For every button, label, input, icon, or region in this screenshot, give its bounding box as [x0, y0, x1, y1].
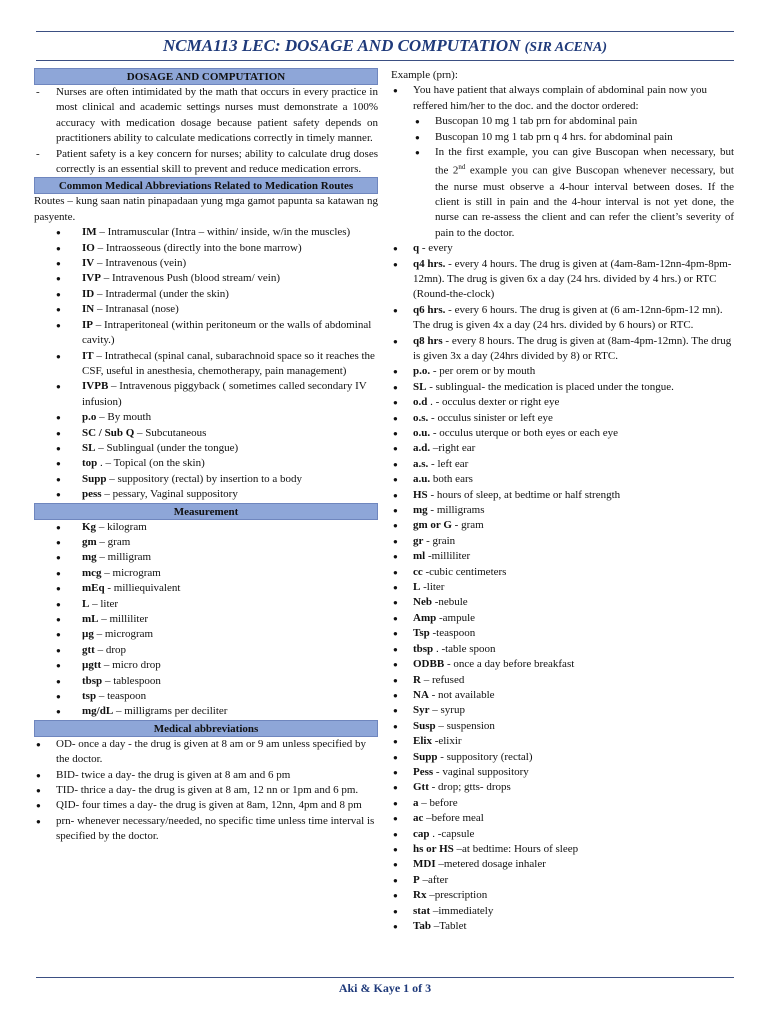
item-term: Amp [413, 611, 437, 624]
item-desc: –metered dosage inhaler [438, 858, 546, 871]
list-item [391, 426, 734, 441]
item-term: NA [413, 688, 429, 701]
list-item [34, 581, 378, 596]
item-term: Elix [413, 735, 432, 748]
list-item [391, 472, 734, 487]
list-item [391, 595, 734, 610]
intro-item: - Nurses are often intimidated by the math that occurs in every practice in most clinical and academic settings nurses must demonstrate a 100% accuracy with medication dosage because patient safety depends on practitioners ability to calculate medications correctly in timely manner. [34, 85, 378, 147]
item-term: µgtt [82, 659, 102, 672]
list-item [391, 580, 734, 595]
item-term: tbsp [413, 642, 434, 655]
list-item [34, 225, 378, 240]
item-term: IO [82, 241, 95, 254]
example-main-text: You have patient that always complain of abdominal pain now you reffered him/her to the doc. and the doctor ordered: [413, 84, 707, 112]
item-desc: - grain [426, 534, 456, 547]
item-term: SC / Sub Q [82, 426, 135, 439]
item-desc: – Intraperitoneal (within peritoneum or the walls of abdominal cavity.) [82, 318, 372, 347]
example-sub-item: ● Buscopan 10 mg 1 tab prn q 4 hrs. for abdominal pain [413, 130, 734, 145]
item-term: Kg [82, 520, 97, 533]
item-term: P [413, 873, 420, 886]
example-sub-item: ● Buscopan 10 mg 1 tab prn for abdominal pain [413, 114, 734, 129]
abbreviation-list [391, 241, 734, 934]
item-desc: - every [421, 242, 453, 255]
list-item [391, 688, 734, 703]
list-item [34, 241, 378, 256]
routes-list [34, 225, 378, 502]
list-item [34, 349, 378, 380]
item-term: ID [82, 287, 95, 300]
item-term: o.u. [413, 427, 431, 439]
item-desc: – Intraosseous (directly into the bone marrow) [97, 241, 302, 254]
item-term: gm [82, 535, 97, 548]
item-desc: –Tablet [433, 920, 467, 932]
item-desc: –at bedtime: Hours of sleep [456, 842, 579, 855]
list-item [34, 410, 378, 425]
example-note-b: example you can give Buscopan whenever necessary, but the nurse must observe a 4-hour interval between doses. If the client is still in pain and the 4-hour interval is not yet done, the nurse can re-assess the client and can refer the client’s severity of pain to the doctor. [435, 165, 734, 239]
item-desc: – gram [99, 535, 131, 548]
item-term: top [82, 457, 98, 470]
list-item [391, 549, 734, 564]
frequency-item: ● BID- twice a day- the drug is given at 8 am and 6 pm [34, 768, 378, 783]
item-desc: – Intranasal (nose) [96, 303, 179, 316]
list-item [391, 395, 734, 410]
list-item [391, 765, 734, 780]
list-item [391, 303, 734, 334]
item-term: Rx [413, 889, 427, 902]
item-desc: – pessary, Vaginal suppository [104, 488, 238, 501]
right-column [391, 68, 734, 934]
item-desc: -liter [423, 581, 445, 594]
item-desc: - per orem or by mouth [432, 365, 536, 378]
item-term: p.o [82, 411, 97, 424]
item-desc: – kilogram [98, 520, 147, 533]
list-item [391, 719, 734, 734]
item-desc: – teaspoon [98, 690, 147, 703]
item-term: HS [413, 488, 428, 501]
item-term: L [82, 597, 90, 610]
item-desc: –before meal [426, 812, 484, 825]
item-term: mg [82, 551, 97, 564]
measurement-list [34, 520, 378, 720]
list-item [34, 302, 378, 317]
section-header-medical-abbreviations: Medical abbreviations [34, 720, 378, 737]
item-term: p.o. [413, 365, 431, 378]
title-main: NCMA113 LEC: DOSAGE AND COMPUTATION [163, 36, 521, 55]
item-term: IM [82, 226, 97, 239]
routes-intro: Routes – kung saan natin pinapadaan yung mga gamot papunta sa katawan ng pasyente. [34, 195, 378, 223]
item-desc: – Intravenous (vein) [96, 257, 187, 270]
page-footer: Aki & Kaye 1 of 3 [338, 981, 432, 995]
list-item [34, 520, 378, 535]
item-term: L [413, 581, 421, 594]
list-item [391, 518, 734, 533]
list-item [391, 842, 734, 857]
list-item [391, 380, 734, 395]
list-item [34, 535, 378, 550]
item-desc: –immediately [432, 904, 494, 917]
item-term: IP [82, 318, 93, 331]
item-term: Neb [413, 596, 432, 609]
item-term: q6 hrs. [413, 303, 446, 316]
item-desc: – liter [92, 597, 119, 610]
item-desc: - hours of sleep, at bedtime or half strength [430, 488, 621, 501]
item-desc: - every 4 hours. The drug is given at (4am-8am-12nn-4pm-8pm-12mn). The drug is given 6x a day (24 hrs. divided by 4 hrs.) or RTC (Round-the-clock) [413, 257, 732, 301]
list-item [391, 919, 734, 934]
frequency-item: ● OD- once a day - the drug is given at 8 am or 9 am unless specified by the doctor. [34, 737, 378, 768]
item-term: Gtt [413, 781, 429, 794]
list-item [391, 734, 734, 749]
item-term: IVP [82, 272, 101, 285]
item-term: IN [82, 303, 95, 316]
list-item [391, 703, 734, 718]
list-item [34, 689, 378, 704]
title-author: (SIR ACENA) [524, 40, 607, 55]
item-desc: -milliliter [427, 550, 471, 563]
left-column [34, 68, 378, 845]
item-term: IVPB [82, 380, 109, 393]
item-desc: - vaginal suppository [435, 765, 529, 778]
item-term: ml [413, 550, 426, 563]
item-desc: - every 8 hours. The drug is given at (8am-4pm-12mn). The drug is given 3x a day (24hrs divided by 8) or RTC. [413, 334, 732, 362]
item-term: o.s. [413, 411, 429, 424]
item-term: pess [82, 488, 102, 501]
item-term: IV [82, 257, 95, 270]
list-item [391, 673, 734, 688]
item-term: Tsp [413, 627, 430, 640]
item-term: a [413, 796, 419, 809]
item-term: mg [413, 504, 428, 517]
list-item [391, 503, 734, 518]
item-desc: – suspension [438, 719, 495, 732]
list-item [34, 674, 378, 689]
list-item [34, 256, 378, 271]
section-header-measurement: Measurement [34, 503, 378, 520]
item-desc: - milliequivalent [107, 582, 181, 595]
item-desc: – Intrathecal (spinal canal, subarachnoid space so it reaches the CSF, useful in anesthesia, chemotherapy, pain management) [82, 349, 375, 377]
frequency-item: ● TID- thrice a day- the drug is given at 8 am, 12 nn or 1pm and 6 pm. [34, 783, 378, 798]
item-desc: -cubic centimeters [425, 565, 507, 578]
intro-item: - Patient safety is a key concern for nurses; ability to calculate drug doses correctly is an essential skill to prevent and reduce medication errors. [34, 147, 378, 178]
example-note [413, 145, 734, 241]
item-term: a.d. [413, 442, 431, 455]
list-item [391, 796, 734, 811]
list-item [391, 611, 734, 626]
item-term: mL [82, 613, 99, 625]
item-desc: - left ear [431, 457, 469, 470]
item-desc: both ears [432, 473, 473, 486]
item-desc: - occulus sinister or left eye [431, 411, 553, 424]
item-term: Supp [82, 472, 107, 485]
list-item [34, 627, 378, 642]
item-desc: -elixir [434, 735, 462, 748]
item-desc: - not available [431, 688, 495, 701]
list-item [391, 441, 734, 456]
item-term: a.u. [413, 473, 431, 486]
list-item [391, 642, 734, 657]
item-term: a.s. [413, 457, 429, 470]
list-item [391, 750, 734, 765]
list-item [391, 364, 734, 379]
list-item [34, 704, 378, 719]
item-desc: – Intramuscular (Intra – within/ inside, w/in the muscles) [99, 226, 351, 239]
item-desc: –right ear [432, 442, 476, 455]
item-desc: - every 6 hours. The drug is given at (6 am-12nn-6pm-12 mn). The drug is given 4x a day (24 hrs. divided by 6 hours) or RTC. [413, 303, 723, 332]
item-desc: - suppository (rectal) [440, 750, 533, 763]
item-term: mg/dL [82, 705, 114, 718]
frequency-item: ● QID- four times a day- the drug is given at 8am, 12nn, 4pm and 8 pm [34, 798, 378, 813]
item-desc: – milligram [99, 551, 152, 564]
item-desc: . - occulus dexter or right eye [430, 396, 560, 409]
item-desc: - occulus uterque or both eyes or each eye [432, 427, 618, 439]
example-label: Example (prn): [391, 69, 458, 81]
item-desc: - drop; gtts- drops [431, 781, 511, 794]
item-term: cap [413, 827, 430, 840]
list-item [34, 612, 378, 627]
item-desc: – before [421, 796, 458, 809]
list-item [391, 904, 734, 919]
item-term: R [413, 673, 421, 686]
item-desc: - sublingual- the medication is placed under the tongue. [429, 380, 674, 393]
item-term: gm or G [413, 519, 452, 532]
item-desc: – refused [423, 673, 465, 686]
item-term: ODBB [413, 658, 445, 671]
list-item [391, 857, 734, 872]
item-term: µg [82, 628, 94, 641]
item-desc: – syrup [432, 704, 465, 717]
section-header-dosage: DOSAGE AND COMPUTATION [34, 68, 378, 85]
item-term: mcg [82, 566, 102, 579]
list-item [34, 643, 378, 658]
list-item [391, 873, 734, 888]
item-desc: – milligrams per deciliter [115, 705, 228, 718]
item-term: IT [82, 349, 94, 362]
item-term: Pess [413, 765, 434, 778]
item-desc: – Subcutaneous [137, 426, 207, 439]
item-desc: – tablespoon [104, 674, 161, 687]
item-term: cc [413, 565, 423, 578]
item-term: stat [413, 904, 431, 917]
footer-rule [36, 977, 734, 978]
item-desc: -nebule [434, 596, 468, 609]
item-desc: – microgram [104, 566, 161, 579]
list-item [34, 379, 378, 410]
list-item [391, 565, 734, 580]
example-list [391, 83, 734, 241]
list-item [34, 550, 378, 565]
item-desc: . -capsule [432, 827, 475, 840]
list-item [391, 411, 734, 426]
list-item [391, 241, 734, 256]
item-term: mEq [82, 582, 105, 595]
item-desc: – Intradermal (under the skin) [96, 287, 229, 300]
header-rule-top [36, 31, 734, 32]
item-desc: - gram [454, 519, 484, 532]
item-term: hs or HS [413, 842, 454, 855]
list-item [391, 626, 734, 641]
list-item [391, 534, 734, 549]
header-rule-bottom [36, 60, 734, 61]
list-item [391, 257, 734, 303]
list-item [34, 597, 378, 612]
list-item [34, 472, 378, 487]
item-desc: - once a day before breakfast [446, 658, 575, 671]
item-term: q4 hrs. [413, 257, 446, 270]
item-term: tbsp [82, 674, 103, 687]
item-desc: - milligrams [430, 504, 485, 517]
item-desc: – By mouth [99, 411, 152, 424]
item-term: Susp [413, 719, 436, 732]
item-desc: – microgram [96, 628, 154, 641]
item-term: Supp [413, 750, 438, 763]
list-item [391, 457, 734, 472]
item-term: SL [413, 380, 427, 393]
item-desc: . -table spoon [435, 642, 496, 655]
list-item [34, 456, 378, 471]
item-term: Syr [413, 704, 430, 717]
page-title [36, 36, 734, 56]
example-main [391, 83, 734, 241]
item-term: q [413, 242, 420, 255]
item-desc: – Intravenous Push (blood stream/ vein) [103, 272, 280, 285]
item-desc: – Sublingual (under the tongue) [98, 441, 239, 454]
item-desc: -teaspoon [432, 627, 476, 640]
item-term: o.d [413, 396, 428, 409]
item-term: q8 hrs [413, 334, 443, 347]
list-item [391, 488, 734, 503]
list-item [34, 487, 378, 502]
list-item [391, 334, 734, 365]
item-desc: – milliliter [101, 613, 148, 625]
list-item [34, 318, 378, 349]
item-term: ac [413, 812, 424, 825]
item-desc: –prescription [429, 889, 488, 902]
item-desc: –after [422, 873, 449, 886]
item-desc: – micro drop [103, 659, 161, 672]
list-item [391, 888, 734, 903]
intro-list [34, 85, 378, 177]
item-desc: – suppository (rectal) by insertion to a body [109, 472, 303, 485]
list-item [391, 827, 734, 842]
section-header-abbreviations: Common Medical Abbreviations Related to Medication Routes [34, 177, 378, 194]
item-term: MDI [413, 858, 436, 871]
example-note-sup: nd [458, 163, 466, 172]
list-item [34, 287, 378, 302]
item-term: Tab [413, 920, 431, 932]
list-item [34, 566, 378, 581]
list-item [391, 811, 734, 826]
list-item [34, 426, 378, 441]
item-term: gr [413, 534, 424, 547]
item-desc: – Intravenous piggyback ( sometimes called secondary IV infusion) [82, 380, 367, 408]
frequency-list [34, 737, 378, 845]
item-term: tsp [82, 690, 97, 703]
list-item [34, 658, 378, 673]
list-item [391, 657, 734, 672]
item-term: gtt [82, 643, 95, 656]
item-desc: -ampule [438, 611, 476, 624]
example-sub-list [413, 114, 734, 241]
list-item [391, 780, 734, 795]
frequency-item: ● prn- whenever necessary/needed, no specific time unless time interval is specified by the doctor. [34, 814, 378, 845]
list-item [34, 441, 378, 456]
item-desc: – drop [97, 643, 126, 656]
item-term: SL [82, 441, 96, 454]
example-note-a: In the first example, you can give Buscopan when necessary, but the 2 [435, 146, 734, 178]
item-desc: . – Topical (on the skin) [100, 457, 205, 470]
list-item [34, 271, 378, 286]
